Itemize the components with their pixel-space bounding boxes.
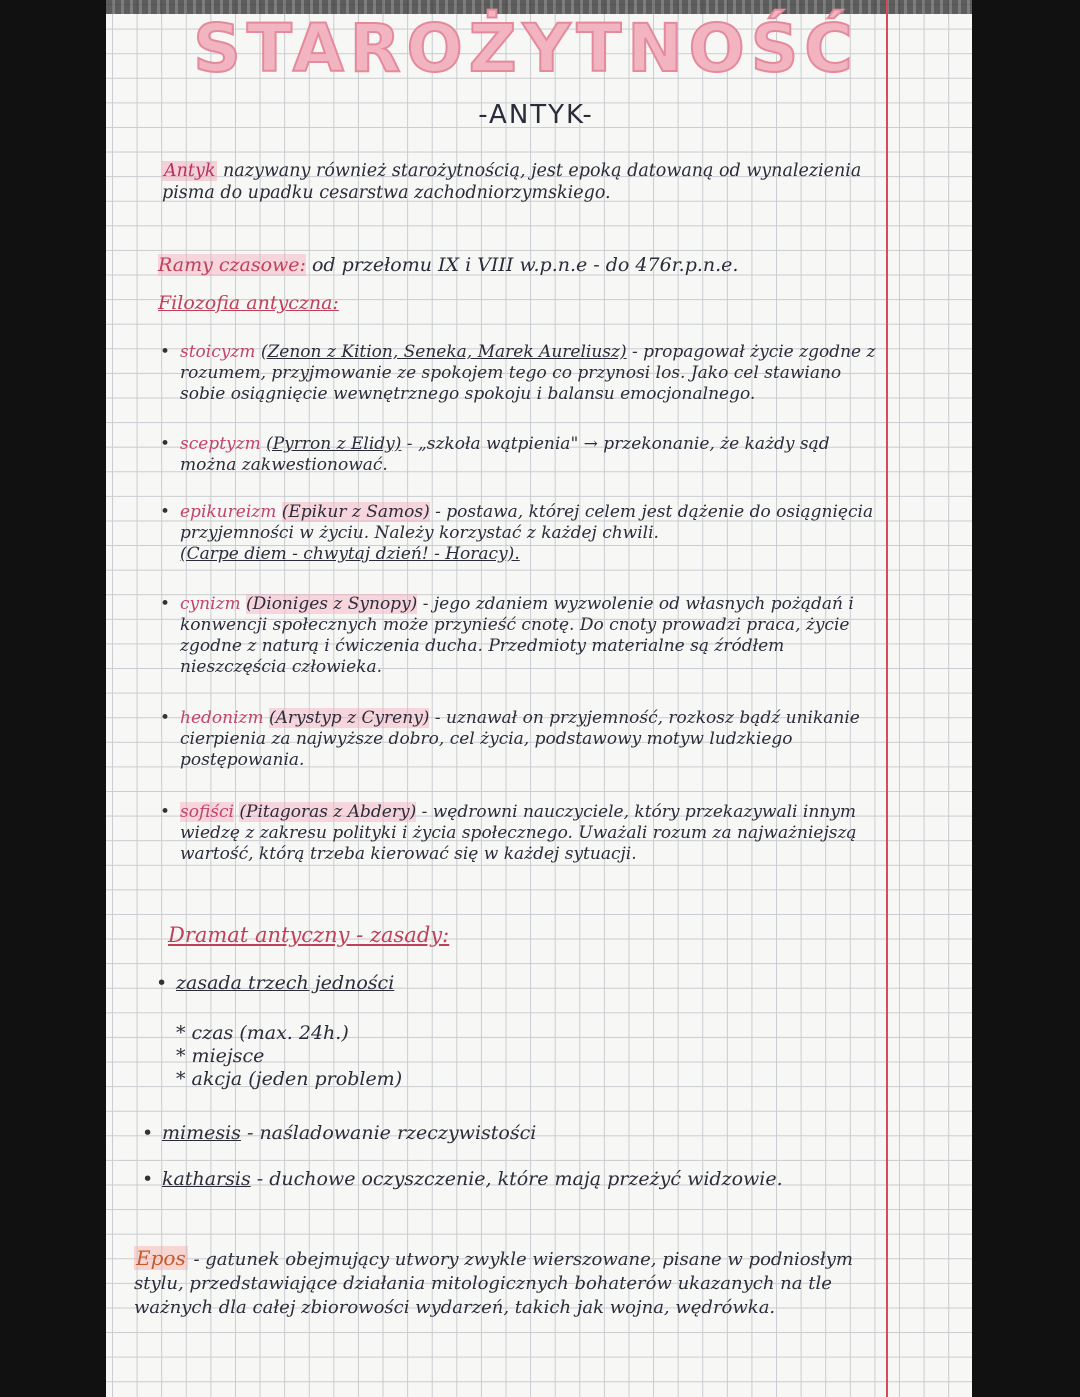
bullet-desc: - propagował życie zgodne z rozumem, przyjmowanie ze spokojem tego co przynosi los. Jako cel stawiano sobie osiągnięcie wewnętrznego spokoju i balansu emocjonalnego. — [180, 342, 876, 404]
list-item: • sceptyzm (Pyrron z Elidy) - „szkoła wątpienia" → przekonanie, że każdy sąd można zakwestionować. — [160, 434, 830, 475]
bullet-desc: - postawa, której celem jest dążenie do osiągnięcia przyjemności w życiu. Należy korzystać z każdej chwili. — [180, 502, 874, 543]
page-subtitle: -ANTYK- — [478, 100, 594, 130]
katharsis-desc: - duchowe oczyszczenie, które mają przeżyć widzowie. — [256, 1168, 783, 1190]
page-title: STAROŻYTNOŚĆ — [193, 10, 859, 87]
bullet-who: (Zenon z Kition, Seneka, Marek Aureliusz) — [260, 342, 627, 362]
bullet-who: (Arystyp z Cyreny) — [269, 708, 430, 728]
bullet-desc: - wędrowni nauczyciele, który przekazywali innym wiedzę z zakresu polityki i życia społecznego. Uważali rozum za najważniejszą wartość, którą trzeba kierować się w każdej sytuacji. — [180, 802, 857, 864]
bullet-term: sceptyzm — [180, 434, 261, 454]
bullet-desc: - jego zdaniem wyzwolenie od własnych pożądań i konwencji społecznych może przynieść cnotę. Do cnoty prowadzi praca, życie zgodne z naturą i ćwiczenia ducha. Przedmioty materialne są źródłem nieszczęścia człowieka. — [180, 594, 854, 677]
list-item: * akcja (jeden problem) — [176, 1068, 403, 1090]
mimesis-desc: - naśladowanie rzeczywistości — [246, 1122, 537, 1144]
margin-line — [886, 0, 888, 1397]
bullet-who: (Epikur z Samos) — [281, 502, 430, 522]
notebook-page — [106, 0, 972, 1397]
bullet-term: hedonizm — [180, 708, 264, 728]
intro-term: Antyk — [164, 161, 216, 181]
katharsis-term: katharsis — [162, 1168, 251, 1190]
mimesis-term: mimesis — [162, 1122, 241, 1144]
list-item: • epikureizm (Epikur z Samos) - postawa, której celem jest dążenie do osiągnięcia przyjemności w życiu. Należy korzystać z każdej chwili. (Carpe diem - chwytaj dzień! - Horacy). — [160, 502, 874, 564]
bullet-who: (Pyrron z Elidy) — [266, 434, 402, 454]
epos-term: Epos — [136, 1246, 186, 1270]
list-item: • stoicyzm (Zenon z Kition, Seneka, Marek Aureliusz) - propagował życie zgodne z rozumem, przyjmowanie ze spokojem tego co przynosi los. Jako cel stawiano sobie osiągnięcie wewnętrznego spokoju i balansu emocjonalnego. — [160, 342, 876, 404]
list-item: * miejsce — [176, 1045, 265, 1067]
drama-heading: Dramat antyczny - zasady: — [168, 923, 450, 947]
drama-rule: zasada trzech jedności — [176, 972, 395, 994]
epos-paragraph — [134, 1246, 874, 1320]
list-item: • sofiści (Pitagoras z Abdery) - wędrowni nauczyciele, który przekazywali innym wiedzę z zakresu polityki i życia społecznego. Uważali rozum za najważniejszą wartość, którą trzeba kierować się w każdej sytuacji. — [160, 802, 857, 864]
philosophy-heading: Filozofia antyczna: — [158, 292, 339, 314]
list-item: • cynizm (Dioniges z Synopy) - jego zdaniem wyzwolenie od własnych pożądań i konwencji społecznych może przynieść cnotę. Do cnoty prowadzi praca, życie zgodne z naturą i ćwiczenia ducha. Przedmioty materialne są źródłem nieszczęścia człowieka. — [160, 594, 854, 677]
time-frame-value: od przełomu IX i VIII w.p.n.e - do 476r.p.n.e. — [311, 254, 739, 276]
list-item: • zasada trzech jedności — [156, 972, 395, 994]
list-item: • mimesis - naśladowanie rzeczywistości — [142, 1122, 537, 1144]
intro-paragraph — [162, 160, 882, 204]
list-item: * czas (max. 24h.) — [176, 1022, 349, 1044]
bullet-desc: - uznawał on przyjemność, rozkosz bądź unikanie cierpienia za najwyższe dobro, cel życia, podstawowy motyw ludzkiego postępowania. — [180, 708, 860, 770]
list-item: • hedonizm (Arystyp z Cyreny) - uznawał on przyjemność, rozkosz bądź unikanie cierpienia za najwyższe dobro, cel życia, podstawowy motyw ludzkiego postępowania. — [160, 708, 860, 770]
unity-list — [176, 1022, 776, 1091]
bullet-term: sofiści — [180, 802, 234, 822]
bullet-quote: (Carpe diem - chwytaj dzień! - Horacy). — [180, 544, 520, 564]
intro-text: nazywany również starożytnością, jest epoką datowaną od wynalezienia pisma do upadku cesarstwa zachodniorzymskiego. — [162, 161, 862, 203]
bullet-term: stoicyzm — [180, 342, 256, 362]
time-frame — [158, 254, 878, 276]
bullet-term: cynizm — [180, 594, 241, 614]
epos-text: - gatunek obejmujący utwory zwykle wierszowane, pisane w podniosłym stylu, przedstawiające działania mitologicznych bohaterów ukazanych na tle ważnych dla całej zbiorowości wydarzeń, takich jak wojna, wędrówka. — [134, 1249, 853, 1318]
bullet-desc: - „szkoła wątpienia" → przekonanie, że każdy sąd można zakwestionować. — [180, 434, 830, 475]
list-item: • katharsis - duchowe oczyszczenie, które mają przeżyć widzowie. — [142, 1168, 783, 1190]
bullet-term: epikureizm — [180, 502, 277, 522]
time-frame-label: Ramy czasowe: — [158, 254, 306, 276]
bullet-who: (Pitagoras z Abdery) — [239, 802, 417, 822]
bullet-who: (Dioniges z Synopy) — [246, 594, 418, 614]
